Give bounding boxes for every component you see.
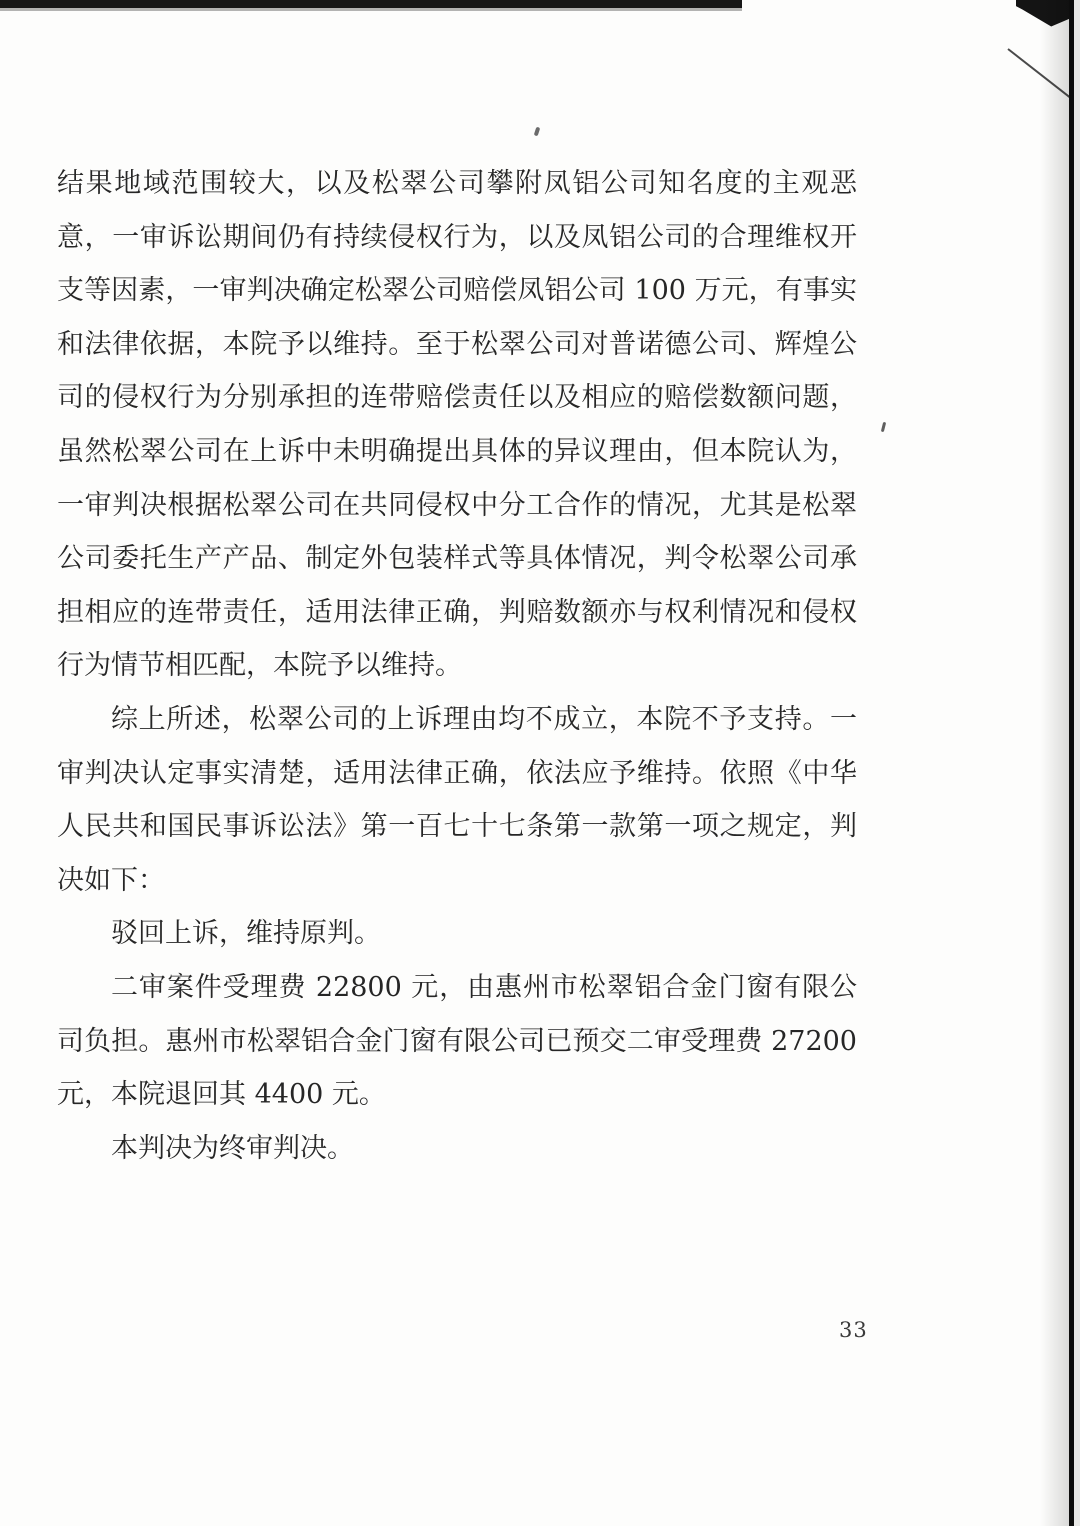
judgment-text-block	[57, 157, 857, 1175]
paragraph-ruling: 驳回上诉，维持原判。	[111, 918, 381, 950]
paragraph-final-statement: 本判决为终审判决。	[111, 1132, 354, 1164]
paragraph-court-fees: 二审案件受理费 22800 元，由惠州市松翠铝合金门窗有限公司负担。惠州市松翠铝合金门窗有限公司已预交二审受理费 27200 元，本院退回其 4400 元。	[57, 971, 857, 1111]
paragraph-reasoning-continuation: 结果地域范围较大，以及松翠公司攀附凤铝公司知名度的主观恶意，一审诉讼期间仍有持续侵权行为，以及凤铝公司的合理维权开支等因素，一审判决确定松翠公司赔偿凤铝公司 100 万元，有事实和法律依据，本院予以维持。至于松翠公司对普诺德公司、辉煌公司的侵权行为分别承担的连带赔偿责任以及相应的赔偿数额问题，虽然松翠公司在上诉中未明确提出具体的异议理由，但本院认为，一审判决根据松翠公司在共同侵权中分工合作的情况，尤其是松翠公司委托生产产品、制定外包装样式等具体情况，判令松翠公司承担相应的连带责任，适用法律正确，判赔数额亦与权利情况和侵权行为情节相匹配，本院予以维持。	[57, 168, 857, 682]
scan-speck	[881, 422, 886, 432]
scan-artifact-top-bar-shadow	[0, 8, 742, 11]
scan-artifact-right-edge-paper	[1074, 0, 1080, 1526]
paragraph-conclusion: 综上所述，松翠公司的上诉理由均不成立，本院不予支持。一审判决认定事实清楚，适用法律正确，依法应予维持。依照《中华人民共和国民事诉讼法》第一百七十七条第一款第一项之规定，判决如下：	[57, 703, 857, 896]
scan-artifact-right-shadow	[1040, 0, 1069, 1526]
scan-speck	[534, 127, 541, 137]
scan-artifact-top-bar	[0, 0, 742, 8]
page-number: 33	[839, 1318, 868, 1342]
